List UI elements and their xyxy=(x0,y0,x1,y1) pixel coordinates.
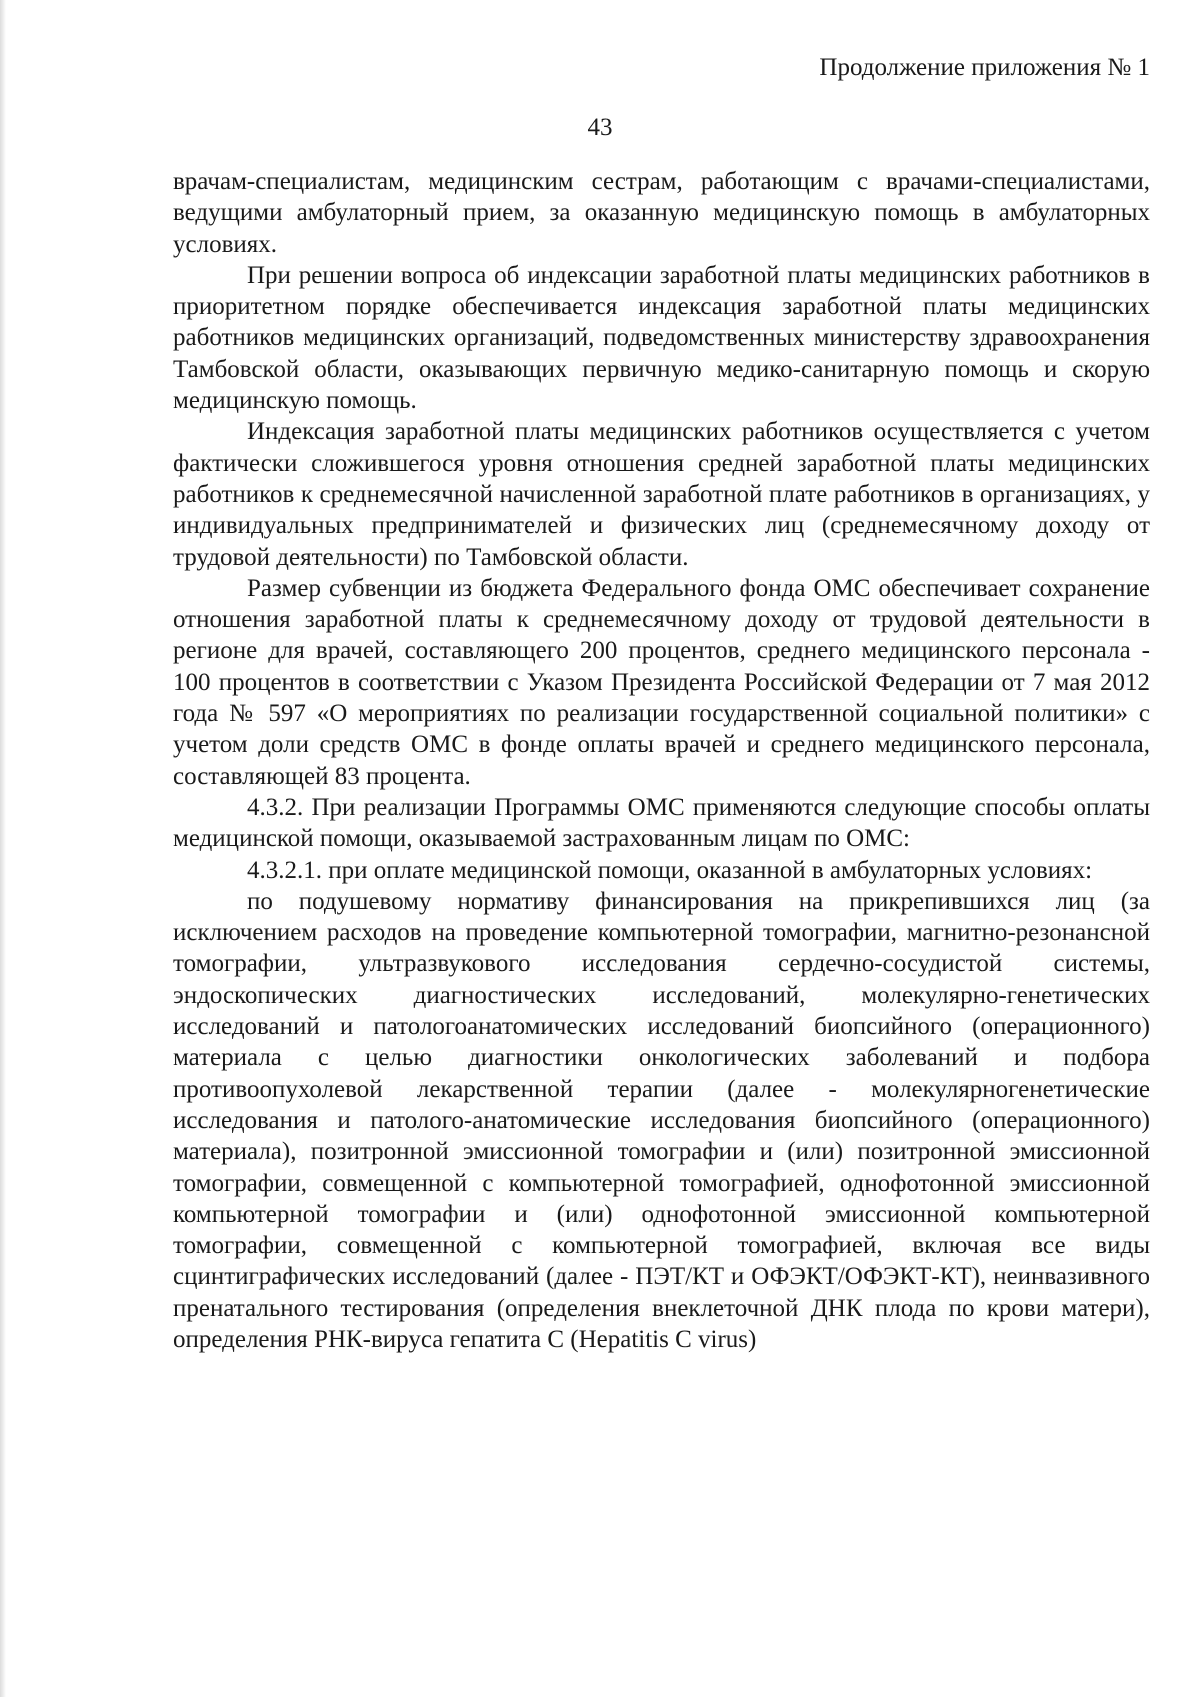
paragraph-section-4-3-2: 4.3.2. При реализации Программы ОМС применяются следующие способы оплаты медицинской помощи, оказываемой застрахованным лицам по ОМС: xyxy=(173,793,1150,853)
paragraph-indexation-priority: При решении вопроса об индексации заработной платы медицинских работников в приоритетном порядке обеспечивается индексация заработной платы медицинских работников медицинских организаций, подведомственных министерству здравоохранения Тамбовской области, оказывающих первичную медико-санитарную помощь и скорую медицинскую помощь. xyxy=(173,261,1150,415)
page-number: 43 xyxy=(587,114,613,141)
scan-edge-shadow xyxy=(0,0,6,1697)
appendix-continuation-note: Продолжение приложения № 1 xyxy=(819,54,1150,81)
paragraph-indexation-basis: Индексация заработной платы медицинских работников осуществляется с учетом фактически сложившегося уровня отношения средней заработной платы медицинских работников к среднемесячной начисленной заработной плате работников в организациях, у индивидуальных предпринимателей и физических лиц (среднемесячному доходу от трудовой деятельности) по Тамбовской области. xyxy=(173,418,1150,571)
paragraph-continuation: врачам-специалистам, медицинским сестрам, работающим с врачами-специалистами, ведущими амбулаторный прием, за оказанную медицинскую помощь в амбулаторных условиях. xyxy=(173,168,1150,258)
document-body xyxy=(173,166,1150,1355)
paragraph-section-4-3-2-1: 4.3.2.1. при оплате медицинской помощи, оказанной в амбулаторных условиях: xyxy=(247,856,1093,884)
paragraph-per-capita-standard: по подушевому нормативу финансирования на прикрепившихся лиц (за исключением расходов на проведение компьютерной томографии, магнитно-резонансной томографии, ультразвукового исследования сердечно-сосудистой системы, эндоскопических диагностических исследований, молекулярно-генетических исследований и патологоанатомических исследований биопсийного (операционного) материала с целью диагностики онкологических заболеваний и подбора противоопухолевой лекарственной терапии (далее - молекулярногенетические исследования и патолого-анатомические исследования биопсийного (операционного) материала), позитронной эмиссионной томографии и (или) позитронной эмиссионной томографии, совмещенной с компьютерной томографией, однофотонной эмиссионной компьютерной томографии и (или) однофотонной эмиссионной компьютерной томографии, совмещенной с компьютерной томографией, включая все виды сцинтиграфических исследований (далее - ПЭТ/КТ и ОФЭКТ/ОФЭКТ-КТ), неинвазивного пренатального тестирования (определения внеклеточной ДНК плода по крови матери), определения РНК-вируса гепатита С (Hepatitis C virus) xyxy=(173,887,1150,1353)
paragraph-subvention-size: Размер субвенции из бюджета Федерального фонда ОМС обеспечивает сохранение отношения заработной платы к среднемесячному доходу от трудовой деятельности в регионе для врачей, составляющего 200 процентов, среднего медицинского персонала - 100 процентов в соответствии с Указом Президента Российской Федерации от 7 мая 2012 года № 597 «О мероприятиях по реализации государственной социальной политики» с учетом доли средств ОМС в фонде оплаты врачей и среднего медицинского персонала, составляющей 83 процента. xyxy=(173,574,1150,790)
